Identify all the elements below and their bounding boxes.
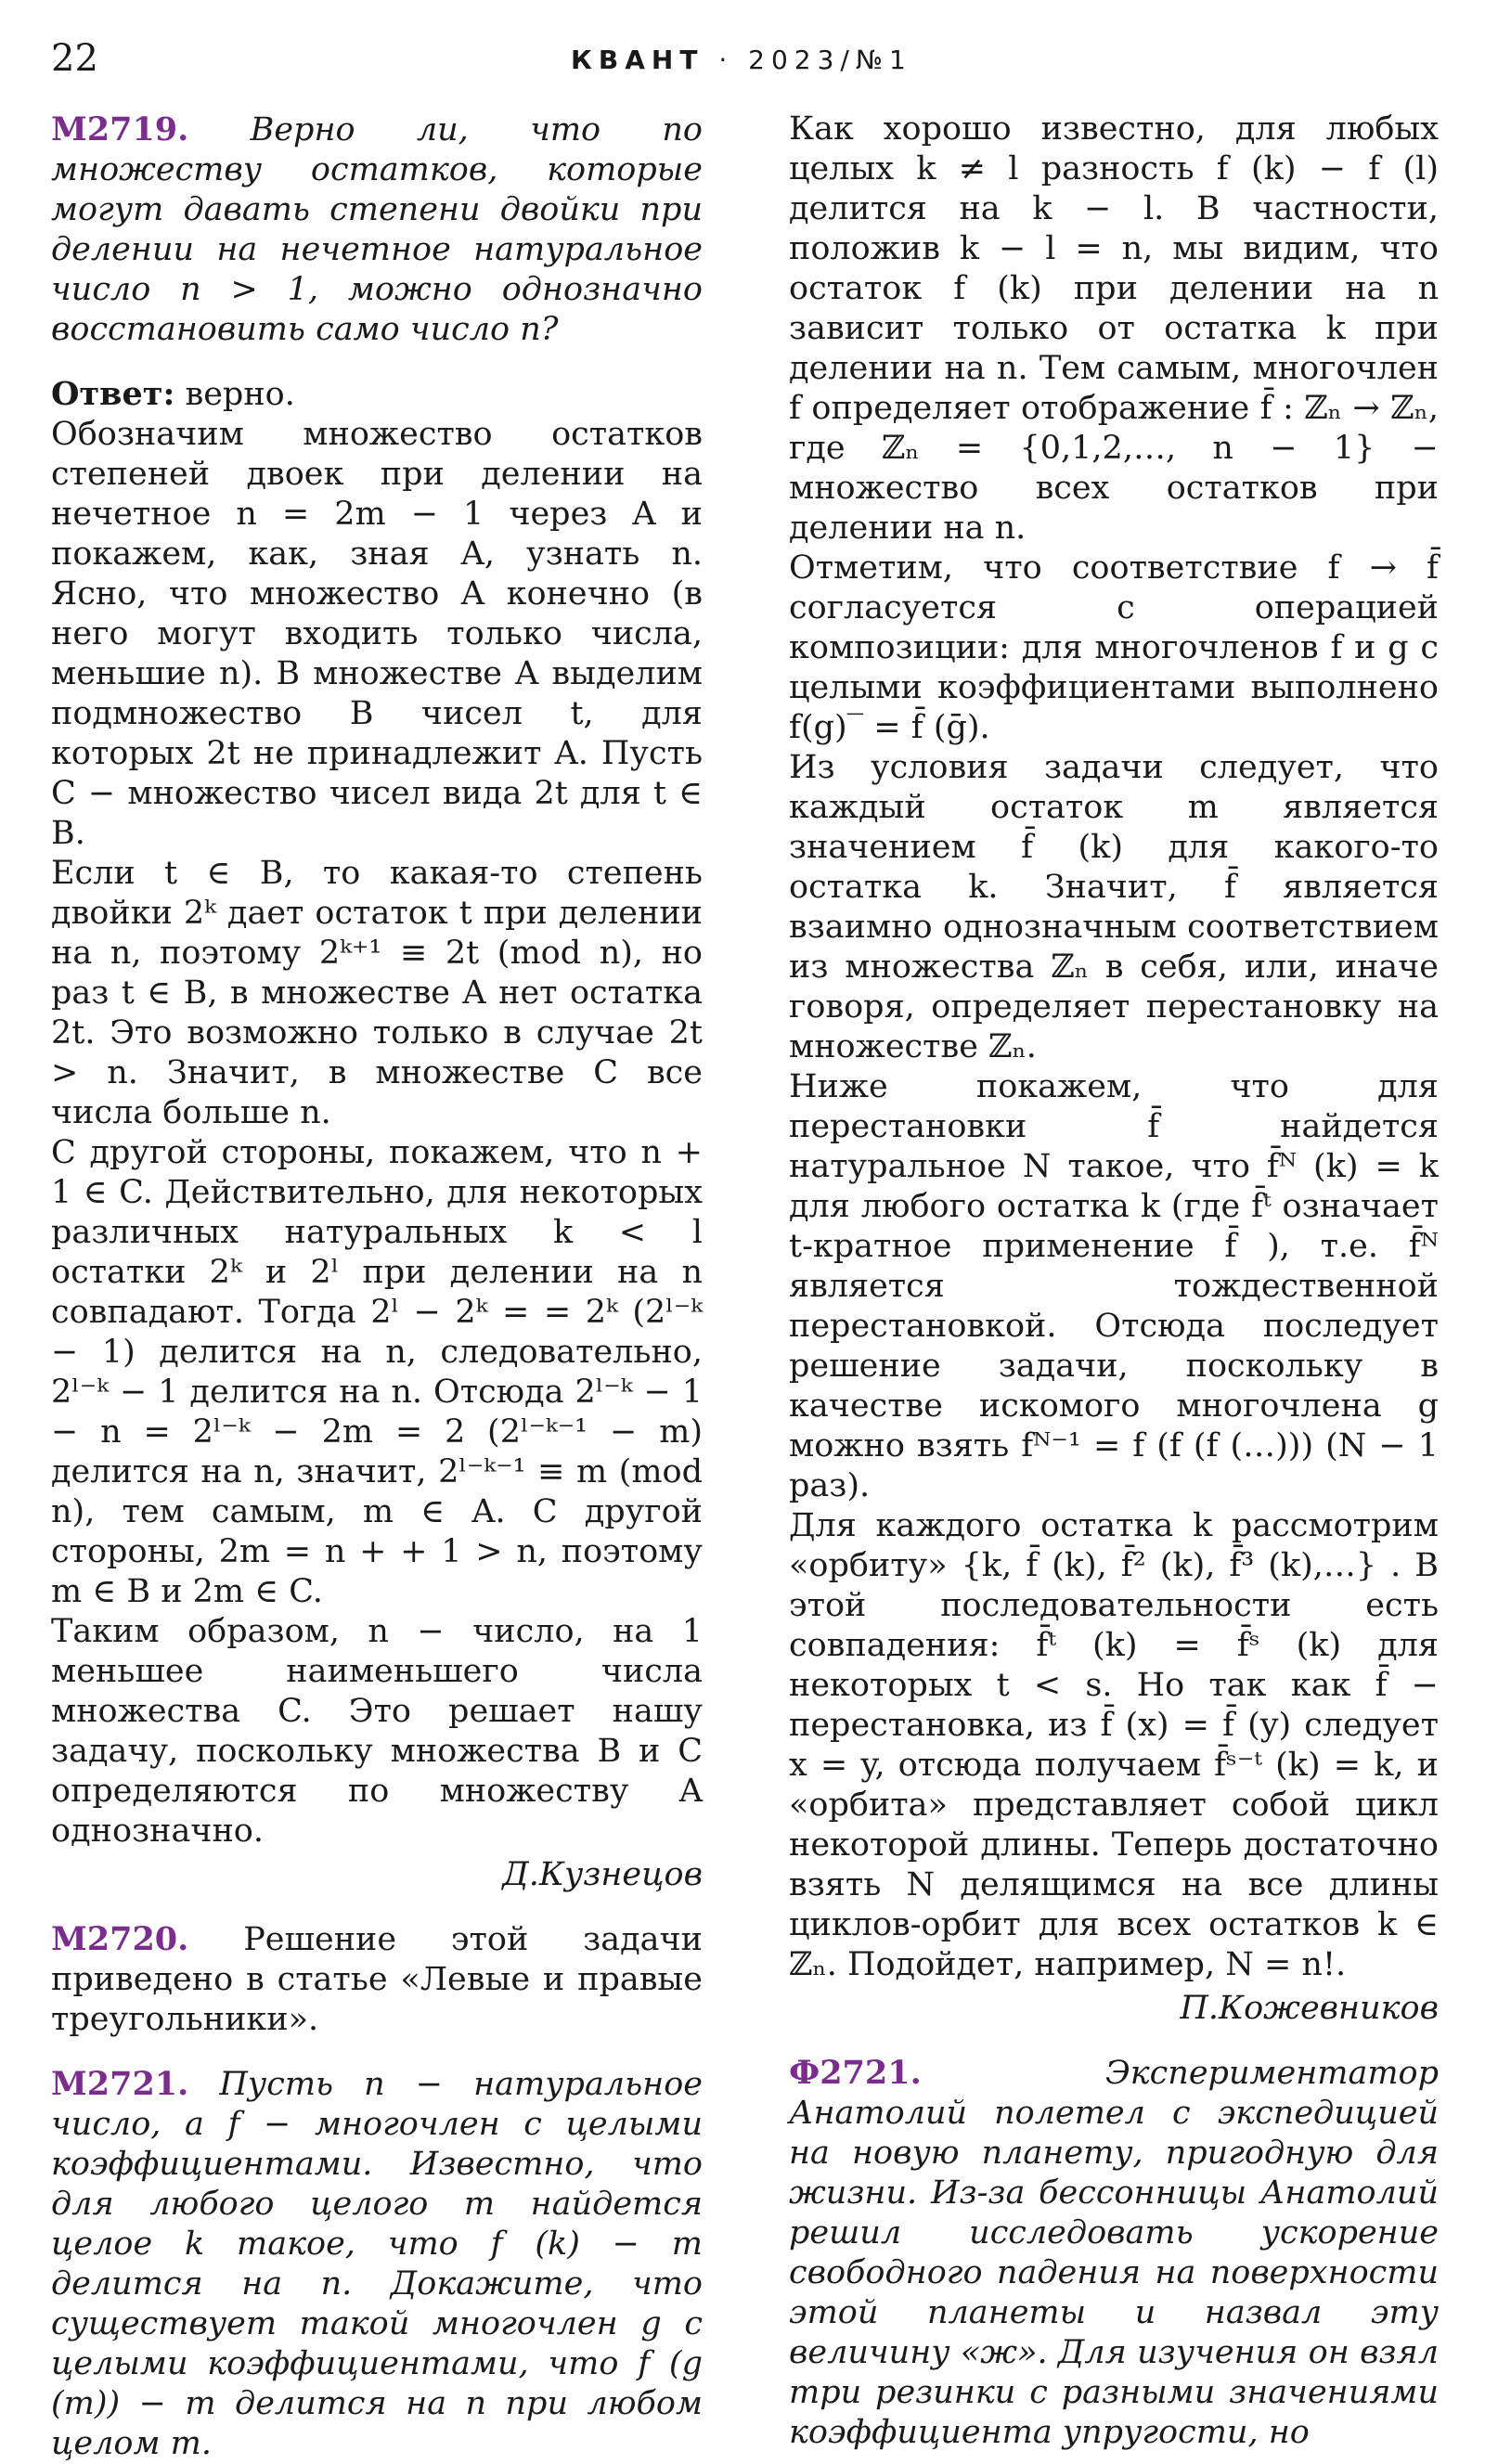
- solution-paragraph: Ниже покажем, что для перестановки f̄ найдется натуральное N такое, что f̄ᴺ (k) = k для любого остатка k (где f̄ᵗ означает t-кратное применение f̄ ), т.е. f̄ᴺ является тождественной перестановкой. Отсюда последует решение задачи, поскольку в качестве искомого многочлена g можно взять fᴺ⁻¹ = f (f (f (…))) (N − 1 раз).: [789, 1068, 1439, 1504]
- page-header: [0, 0, 1485, 111]
- problem-statement: Экспериментатор Анатолий полетел с экспедицией на новую планету, пригодную для жизни. Из-за бессонницы Анатолий решил исследовать ускорение свободного падения на поверхности этой планеты и назвал эту величину «ж». Для изучения он взял три резинки с разными значениями коэффициента упругости, но: [789, 2055, 1439, 2451]
- problem-statement: Пусть n − натуральное число, а f − многочлен с целыми коэффициентами. Известно, что для любого целого m найдется целое k такое, что f (k) − m делится на n. Докажите, что существует такой многочлен g с целыми коэффициентами, что f (g (m)) − m делится на n при любом целом m.: [51, 2066, 703, 2462]
- solution-paragraph: Из условия задачи следует, что каждый остаток m является значением f̄ (k) для какого-то остатка k. Значит, f̄ является взаимно однозначным соответствием из множества ℤₙ в себя, или, иначе говоря, определяет перестановку на множестве ℤₙ.: [789, 749, 1439, 1065]
- author-signature: П.Кожевников: [1180, 1990, 1439, 2027]
- problem-code: M2719.: [51, 110, 189, 148]
- journal-name: КВАНТ: [571, 45, 704, 75]
- answer-value: верно.: [185, 376, 295, 413]
- problem-f2721: [789, 2053, 1439, 2453]
- problem-m2719: [51, 110, 703, 350]
- problem-code: M2721.: [51, 2065, 189, 2103]
- solution-paragraph: Таким образом, n − число, на 1 меньшее наименьшего числа множества C. Это решает нашу задачу, поскольку множества B и C определяются по множеству A однозначно.: [51, 1613, 703, 1850]
- journal-title: [571, 45, 912, 75]
- problem-code: Ф2721.: [789, 2054, 922, 2092]
- page-number: 22: [51, 37, 98, 80]
- problem-text: Решение этой задачи приведено в статье «Левые и правые треугольники».: [51, 1921, 703, 2038]
- author-signature: Д.Кузнецов: [502, 1856, 703, 1893]
- problem-statement: Верно ли, что по множеству остатков, которые могут давать степени двойки при делении на нечетное натуральное число n > 1, можно однозначно восстановить само число n?: [51, 111, 703, 348]
- solution-paragraph: Отметим, что соответствие f → f̄ согласуется с операцией композиции: для многочленов f и g с целыми коэффициентами выполнено f(g)‾ = f̄ (ḡ).: [789, 549, 1439, 746]
- solution-paragraph: Как хорошо известно, для любых целых k ≠ l разность f (k) − f (l) делится на k − l. В частности, положив k − l = n, мы видим, что остаток f (k) при делении на n зависит только от остатка k при делении на n. Тем самым, многочлен f определяет отображение f̄ : ℤₙ → ℤₙ, где ℤₙ = {0,1,2,…, n − 1} − множество всех остатков при делении на n.: [789, 110, 1439, 547]
- answer: [51, 374, 703, 415]
- problem-m2720: [51, 1919, 703, 2040]
- solution-paragraph: Если t ∈ B, то какая-то степень двойки 2ᵏ дает остаток t при делении на n, поэтому 2ᵏ⁺¹ ≡ 2t (mod n), но раз t ∈ B, в множестве A нет остатка 2t. Это возможно только в случае 2t > n. Значит, в множестве C все числа больше n.: [51, 855, 703, 1131]
- solution-paragraph: Обозначим множество остатков степеней двоек при делении на нечетное n = 2m − 1 через A и покажем, как, зная A, узнать n. Ясно, что множество A конечно (в него могут входить только числа, меньшие n). В множестве A выделим подмножество B чисел t, для которых 2t не принадлежит A. Пусть C − множество чисел вида 2t для t ∈ B.: [51, 416, 703, 852]
- solution-paragraph: С другой стороны, покажем, что n + 1 ∈ C. Действительно, для некоторых различных натуральных k < l остатки 2ᵏ и 2ˡ при делении на n совпадают. Тогда 2ˡ − 2ᵏ = = 2ᵏ (2ˡ⁻ᵏ − 1) делится на n, следовательно, 2ˡ⁻ᵏ − 1 делится на n. Отсюда 2ˡ⁻ᵏ − 1 − n = 2ˡ⁻ᵏ − 2m = 2 (2ˡ⁻ᵏ⁻¹ − m) делится на n, значит, 2ˡ⁻ᵏ⁻¹ ≡ m (mod n), тем самым, m ∈ A. С другой стороны, 2m = n + + 1 > n, поэтому m ∈ B и 2m ∈ C.: [51, 1134, 703, 1610]
- journal-issue: · 2023/№1: [718, 45, 912, 75]
- problem-m2721: [51, 2064, 703, 2464]
- solution-paragraph: Для каждого остатка k рассмотрим «орбиту» {k, f̄ (k), f̄² (k), f̄³ (k),…} . В этой последовательности есть совпадения: f̄ᵗ (k) = f̄ˢ (k) для некоторых t < s. Но так как f̄ − перестановка, из f̄ (x) = f̄ (y) следует x = y, отсюда получаем f̄ˢ⁻ᵗ (k) = k, и «орбита» представляет собой цикл некоторой длины. Теперь достаточно взять N делящимся на все длины циклов-орбит для всех остатков k ∈ ℤₙ. Подойдет, например, N = n!.: [789, 1507, 1439, 1983]
- right-column: [789, 110, 1439, 2453]
- answer-label: Ответ:: [51, 375, 175, 413]
- problem-code: M2720.: [51, 1920, 189, 1958]
- left-column: [51, 110, 703, 2464]
